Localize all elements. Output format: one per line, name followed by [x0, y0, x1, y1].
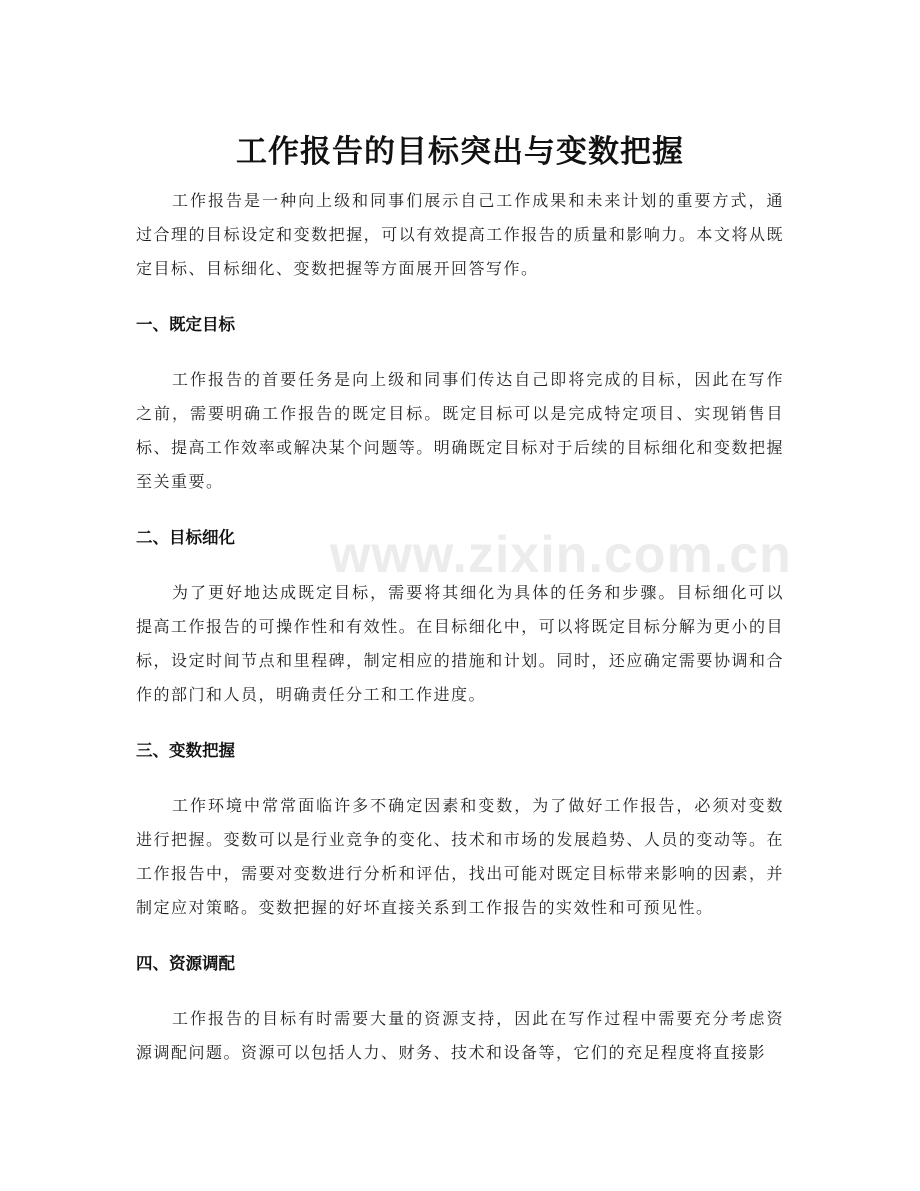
section-heading-1: 一、既定目标	[136, 315, 235, 334]
watermark: www.zixin.com.cn	[330, 526, 792, 584]
section-heading-3: 三、变数把握	[136, 741, 235, 760]
section-paragraph-1: 工作报告的首要任务是向上级和同事们传达自己即将完成的目标，因此在写作之前，需要明确工作报告的既定目标。既定目标可以是完成特定项目、实现销售目标、提高工作效率或解决某个问题等。明确既定目标对于后续的目标细化和变数把握至关重要。	[136, 370, 784, 491]
section-paragraph-2: 为了更好地达成既定目标，需要将其细化为具体的任务和步骤。目标细化可以提高工作报告的可操作性和有效性。在目标细化中，可以将既定目标分解为更小的目标，设定时间节点和里程碑，制定相应的措施和计划。同时，还应确定需要协调和合作的部门和人员，明确责任分工和工作进度。	[136, 583, 784, 704]
section-paragraph-4: 工作报告的目标有时需要大量的资源支持，因此在写作过程中需要充分考虑资源调配问题。资源可以包括人力、财务、技术和设备等，它们的充足程度将直接影	[136, 1009, 784, 1062]
document-body	[136, 184, 784, 1070]
section-heading-2: 二、目标细化	[136, 528, 235, 547]
intro-paragraph: 工作报告是一种向上级和同事们展示自己工作成果和未来计划的重要方式，通过合理的目标设定和变数把握，可以有效提高工作报告的质量和影响力。本文将从既定目标、目标细化、变数把握等方面展开回答写作。	[136, 191, 784, 278]
document-title: 工作报告的目标突出与变数把握	[236, 133, 684, 170]
section-paragraph-3: 工作环境中常常面临许多不确定因素和变数，为了做好工作报告，必须对变数进行把握。变数可以是行业竞争的变化、技术和市场的发展趋势、人员的变动等。在工作报告中，需要对变数进行分析和评估，找出可能对既定目标带来影响的因素，并制定应对策略。变数把握的好坏直接关系到工作报告的实效性和可预见性。	[136, 796, 784, 917]
section-heading-4: 四、资源调配	[136, 954, 235, 973]
